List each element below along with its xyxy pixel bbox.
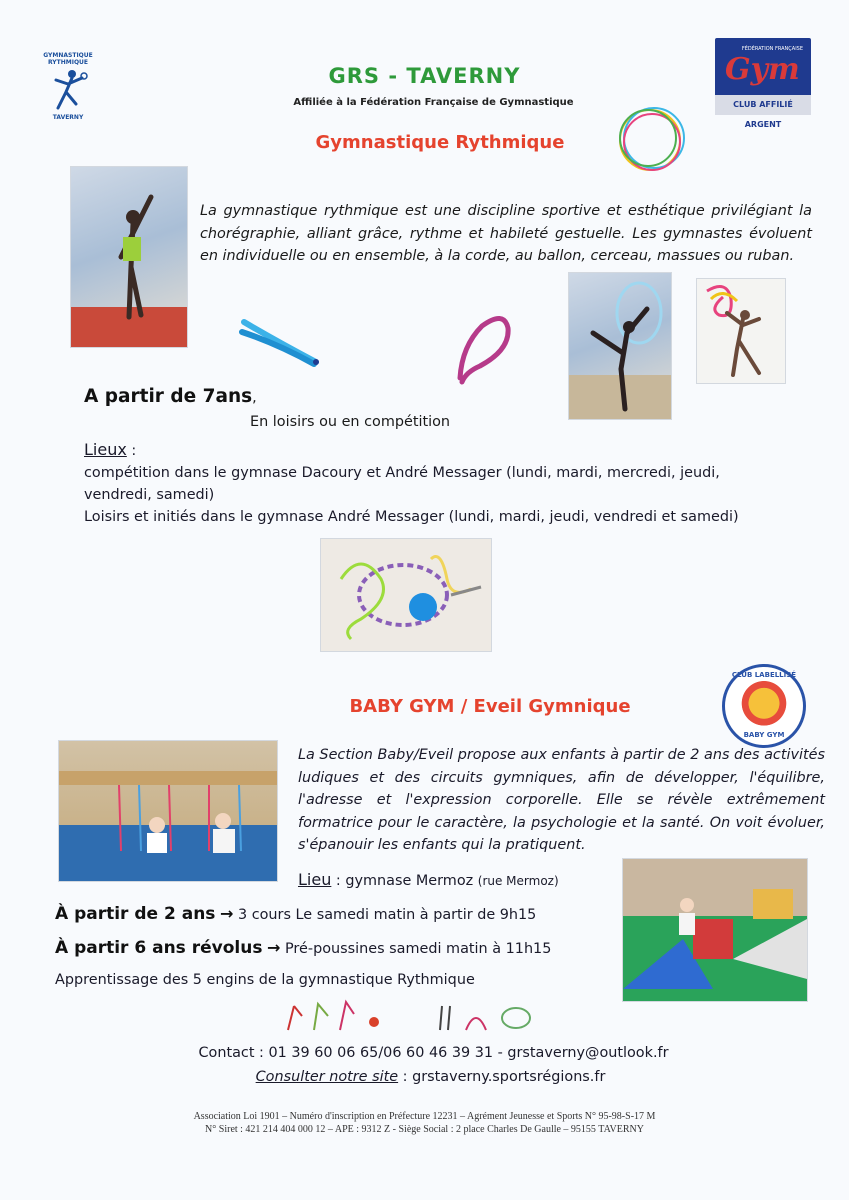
baby-row-1-bold: À partir de 2 ans (55, 904, 216, 924)
ffg-label: CLUB AFFILIÉ ARGENT (733, 100, 793, 129)
gymnast-photo-3 (696, 278, 786, 384)
gr-lieux-colon: : (126, 443, 137, 459)
gr-age-line (84, 386, 257, 407)
gymnast-photo-2 (568, 272, 672, 420)
gr-mode: En loisirs ou en compétition (250, 414, 451, 430)
equipment-photo (320, 538, 492, 652)
legal-footer (0, 1110, 849, 1136)
badge-bottom-text: BABY GYM (743, 731, 785, 739)
baby-description: La Section Baby/Eveil propose aux enfants à partir de 2 ans des activités ludiques et des circuits gymniques, afin de développer, l'équilibre, l'adresse et l'expression corporelle. Elle se révèle extrêmement formatrice pour le caractère, la psychologie et la santé. On voit évoluer, s'épanouir les enfants qui la pratiquent. (298, 747, 825, 853)
page-subtitle: Affiliée à la Fédération Française de Gymnastique (293, 97, 574, 108)
gr-intro-text: La gymnastique rythmique est une discipline sportive et esthétique privilégiant la chorégraphie, alliant grâce, rythme et habileté gestuelle. Les gymnastes évoluent en individuelle ou en ensemble, à la corde, au ballon, cerceau, massues ou ruban. (200, 203, 812, 264)
baby-gym-photo-2 (622, 858, 808, 1002)
gr-lieux-line-1: compétition dans le gymnase Dacoury et André Messager (lundi, mardi, mercredi, jeudi, vendredi, samedi) (84, 465, 720, 503)
baby-row-2-rest: Pré-poussines samedi matin à 11h15 (280, 941, 552, 957)
ffg-gym-text: Gym (725, 52, 800, 87)
site-line (0, 1069, 849, 1085)
gr-lieux-label: Lieux (84, 440, 127, 459)
badge-mascot-icon (737, 679, 791, 733)
baby-row-1 (55, 904, 536, 924)
baby-row-3: Apprentissage des 5 engins de la gymnastique Rythmique (55, 972, 475, 988)
ffg-small-text: FÉDÉRATION FRANÇAISE (741, 46, 803, 52)
gr-age: A partir de 7ans (84, 386, 253, 407)
gr-lieux-heading (84, 440, 136, 459)
baby-section-title: BABY GYM / Eveil Gymnique (349, 696, 631, 717)
site-value[interactable]: : grstaverny.sportsrégions.fr (398, 1069, 606, 1085)
gr-age-comma: , (252, 390, 257, 406)
rope-icon (452, 306, 518, 386)
contact-line: Contact : 01 39 60 06 65/06 60 46 39 31 - grstaverny@outlook.fr (198, 1045, 669, 1061)
gr-lieux-line-2: Loisirs et initiés dans le gymnase André Messager (lundi, mardi, jeudi, vendredi et samedi) (84, 509, 739, 525)
baby-lieu-text: : gymnase Mermoz (331, 873, 478, 889)
hoops-icon (614, 104, 690, 174)
footer-line-1: Association Loi 1901 – Numéro d'inscription en Préfecture 12231 – Agrément Jeunesse et Sports N° 95-98-S-17 M (193, 1111, 656, 1122)
club-labellise-badge (722, 664, 806, 748)
baby-lieu-small: (rue Mermoz) (477, 874, 559, 888)
site-label[interactable]: Consulter notre site (255, 1069, 399, 1085)
club-logo-bottom-text: TAVERNY (52, 114, 84, 121)
club-logo-top-text: GYMNASTIQUE RYTHMIQUE (43, 52, 93, 66)
gymnast-photo-1 (70, 166, 188, 348)
baby-gym-photo-1 (58, 740, 278, 882)
baby-lieu-label: Lieu (298, 870, 332, 889)
baby-row-1-rest: 3 cours Le samedi matin à partir de 9h15 (233, 907, 537, 923)
ffg-logo (715, 38, 811, 129)
apparatus-icons (280, 996, 540, 1036)
baby-row-2-bold: À partir 6 ans révolus (55, 938, 263, 958)
arrow-right-icon: → (220, 904, 234, 923)
badge-top-text: CLUB LABELLISÉ (731, 671, 797, 679)
baby-row-2 (55, 938, 551, 958)
clubs-icon (238, 312, 320, 368)
gr-section-title: Gymnastique Rythmique (315, 132, 565, 153)
arrow-right-icon: → (267, 938, 281, 957)
footer-line-2: N° Siret : 421 214 404 000 12 – APE : 9312 Z - Siège Social : 2 place Charles De Gaulle – 95155 TAVERNY (205, 1124, 644, 1135)
gr-lieux-text (84, 462, 784, 528)
baby-lieu-line (298, 870, 559, 889)
page-title: GRS - TAVERNY (328, 64, 521, 88)
